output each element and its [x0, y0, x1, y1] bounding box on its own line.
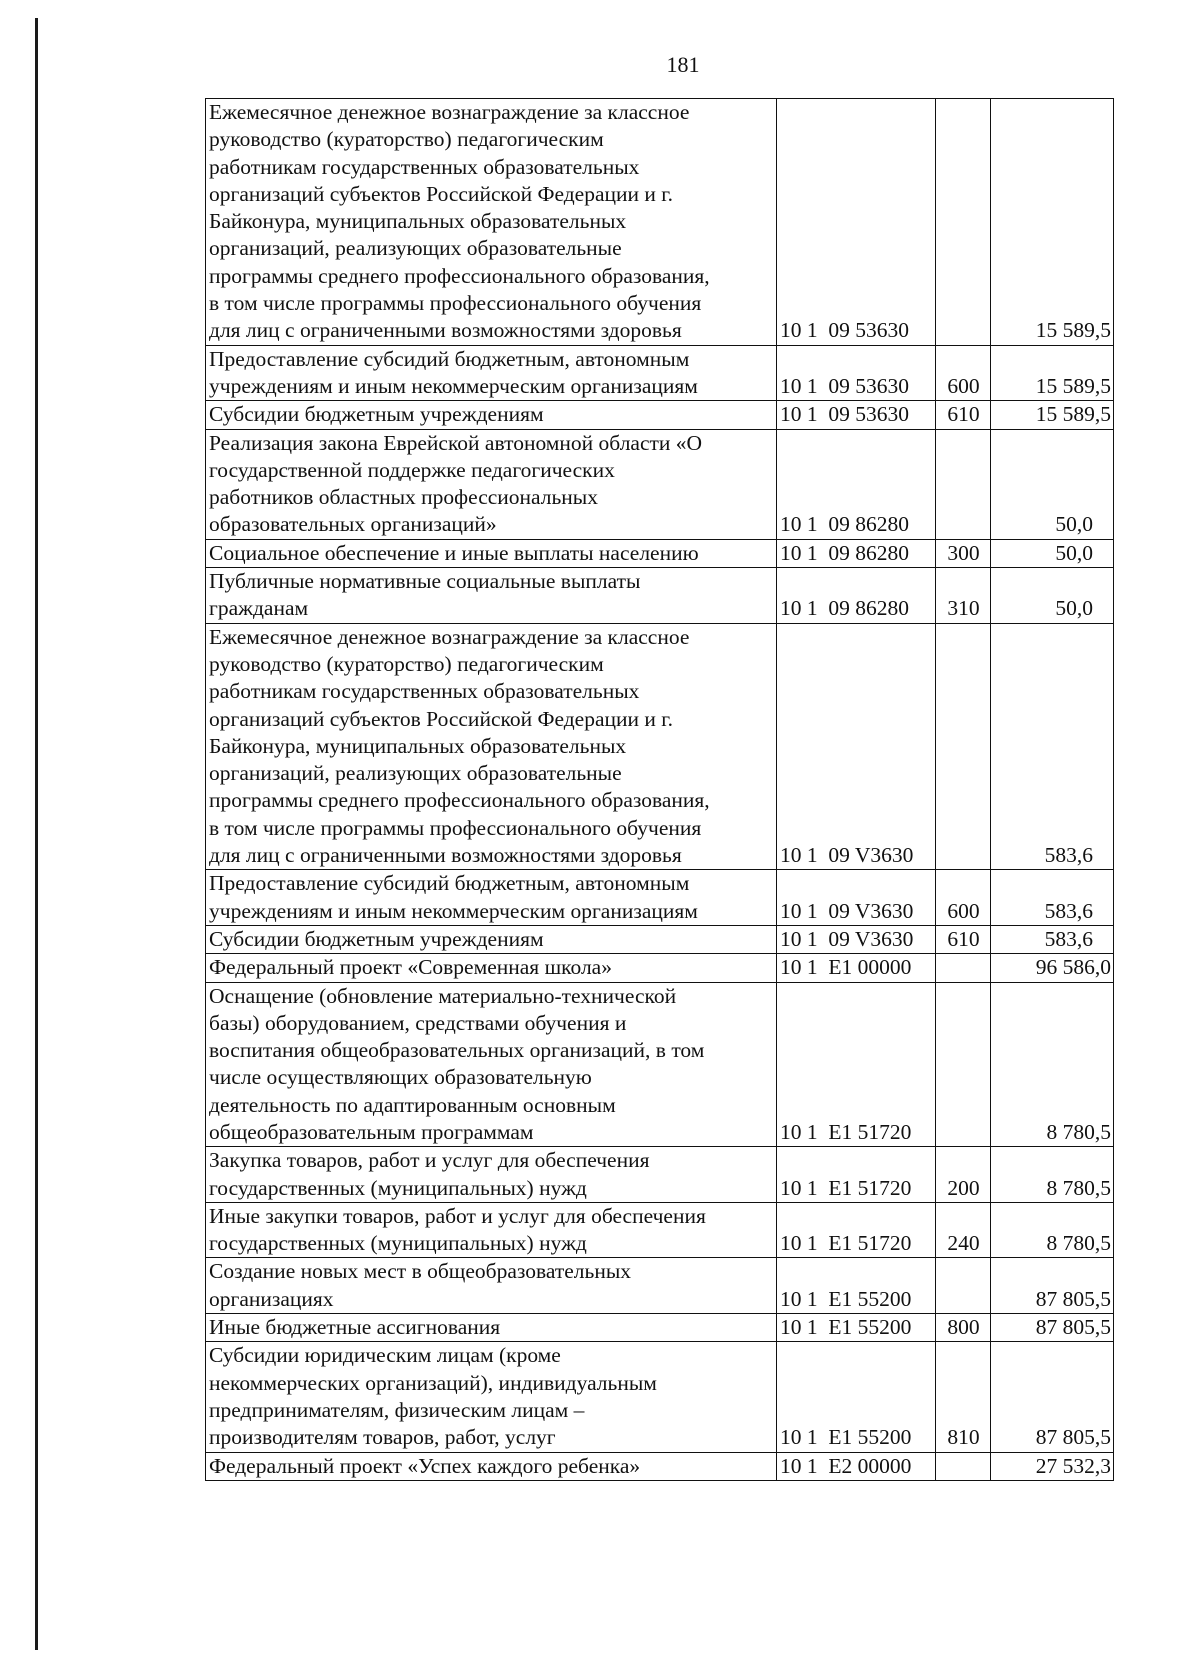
table-row: [206, 568, 1114, 624]
row-name-line: в том числе программы профессионального обучения: [209, 291, 702, 316]
row-amount-cell: 50,0: [991, 539, 1114, 567]
row-name-line: организаций, реализующих образовательные: [209, 236, 622, 261]
row-name-line: Публичные нормативные социальные выплаты: [209, 569, 641, 594]
row-name-line: организаций субъектов Российской Федерации и г.: [209, 181, 674, 206]
row-amount-cell: 583,6: [991, 870, 1114, 926]
row-type-cell: 310: [936, 568, 991, 624]
row-name-line: в том числе программы профессионального обучения: [209, 815, 702, 840]
row-code-cell: 10 1 E1 55200: [777, 1342, 936, 1452]
row-amount-cell: 87 805,5: [991, 1258, 1114, 1314]
table-row: [206, 982, 1114, 1147]
row-code-cell: 10 1 E1 51720: [777, 1147, 936, 1203]
row-code-cell: 10 1 09 V3630: [777, 623, 936, 870]
row-name-cell: [206, 623, 777, 870]
row-code-cell: 10 1 09 53630: [777, 345, 936, 401]
row-name-cell: [206, 982, 777, 1147]
row-name-line: организациях: [209, 1286, 334, 1311]
row-name-cell: [206, 1147, 777, 1203]
row-type-cell: 200: [936, 1147, 991, 1203]
table-row: [206, 1342, 1114, 1452]
row-amount-cell: 96 586,0: [991, 954, 1114, 982]
row-name-line: гражданам: [209, 596, 309, 621]
binding-margin-line: [35, 18, 38, 1650]
row-name-line: Ежемесячное денежное вознаграждение за классное: [209, 100, 690, 124]
row-name-line: общеобразовательным программам: [209, 1119, 534, 1144]
row-amount-cell: 8 780,5: [991, 1202, 1114, 1258]
row-type-cell: 610: [936, 401, 991, 429]
row-code-cell: 10 1 E1 51720: [777, 1202, 936, 1258]
row-amount-cell: 50,0: [991, 568, 1114, 624]
row-name-line: руководство (кураторство) педагогическим: [209, 651, 604, 676]
row-name-cell: [206, 925, 777, 953]
row-type-cell: 610: [936, 925, 991, 953]
row-type-cell: 300: [936, 539, 991, 567]
row-name-cell: [206, 870, 777, 926]
row-type-cell: 240: [936, 1202, 991, 1258]
row-code-cell: 10 1 09 86280: [777, 429, 936, 539]
table-row: [206, 1258, 1114, 1314]
row-name-line: учреждениям и иным некоммерческим организациям: [209, 898, 698, 923]
row-name-line: Федеральный проект «Успех каждого ребенка»: [209, 1453, 641, 1478]
row-name-line: деятельность по адаптированным основным: [209, 1092, 616, 1117]
row-code-cell: 10 1 09 86280: [777, 568, 936, 624]
row-name-line: Байконура, муниципальных образовательных: [209, 209, 627, 234]
row-type-cell: [936, 429, 991, 539]
row-name-cell: [206, 954, 777, 982]
row-amount-cell: 15 589,5: [991, 401, 1114, 429]
row-code-cell: 10 1 09 86280: [777, 539, 936, 567]
row-type-cell: [936, 954, 991, 982]
row-amount-cell: 15 589,5: [991, 99, 1114, 346]
row-name-line: Закупка товаров, работ и услуг для обеспечения: [209, 1148, 650, 1173]
row-name-line: производителям товаров, работ, услуг: [209, 1425, 556, 1450]
row-name-line: некоммерческих организаций), индивидуальным: [209, 1370, 657, 1395]
table-row: [206, 623, 1114, 870]
budget-table: [205, 98, 1114, 1481]
row-name-line: воспитания общеобразовательных организаций, в том: [209, 1038, 705, 1063]
table-row: [206, 401, 1114, 429]
table-row: [206, 429, 1114, 539]
row-name-cell: [206, 1202, 777, 1258]
table-row: [206, 925, 1114, 953]
row-name-line: образовательных организаций»: [209, 512, 497, 537]
table-row: [206, 1314, 1114, 1342]
row-type-cell: [936, 1452, 991, 1480]
row-type-cell: [936, 982, 991, 1147]
row-name-line: Ежемесячное денежное вознаграждение за классное: [209, 624, 690, 649]
row-name-cell: [206, 99, 777, 346]
table-row: [206, 539, 1114, 567]
row-name-cell: [206, 1342, 777, 1452]
row-name-line: Байконура, муниципальных образовательных: [209, 733, 627, 758]
row-name-cell: [206, 429, 777, 539]
row-name-line: Предоставление субсидий бюджетным, автономным: [209, 346, 690, 371]
row-name-line: базы) оборудованием, средствами обучения и: [209, 1010, 627, 1035]
row-amount-cell: 8 780,5: [991, 982, 1114, 1147]
row-code-cell: 10 1 09 53630: [777, 401, 936, 429]
row-name-line: работникам государственных образовательных: [209, 154, 640, 179]
row-name-line: Субсидии юридическим лицам (кроме: [209, 1343, 561, 1368]
table-row: [206, 345, 1114, 401]
table-row: [206, 1147, 1114, 1203]
row-name-line: организаций, реализующих образовательные: [209, 761, 622, 786]
row-name-line: программы среднего профессионального образования,: [209, 788, 710, 813]
row-type-cell: 600: [936, 345, 991, 401]
row-name-line: для лиц с ограниченными возможностями здоровья: [209, 318, 682, 343]
row-name-line: Создание новых мест в общеобразовательных: [209, 1259, 632, 1284]
row-amount-cell: 583,6: [991, 623, 1114, 870]
row-type-cell: 800: [936, 1314, 991, 1342]
row-name-cell: [206, 539, 777, 567]
row-name-line: числе осуществляющих образовательную: [209, 1065, 592, 1090]
row-code-cell: 10 1 09 V3630: [777, 925, 936, 953]
page-number: 181: [666, 52, 700, 77]
row-name-line: работникам государственных образовательных: [209, 679, 640, 704]
row-name-line: для лиц с ограниченными возможностями здоровья: [209, 843, 682, 868]
row-type-cell: 600: [936, 870, 991, 926]
row-name-line: программы среднего профессионального образования,: [209, 263, 710, 288]
row-code-cell: 10 1 E2 00000: [777, 1452, 936, 1480]
budget-table-body: [206, 99, 1114, 1481]
row-type-cell: 810: [936, 1342, 991, 1452]
row-name-line: руководство (кураторство) педагогическим: [209, 127, 604, 152]
row-type-cell: [936, 1258, 991, 1314]
row-amount-cell: 27 532,3: [991, 1452, 1114, 1480]
row-name-line: Иные бюджетные ассигнования: [209, 1315, 501, 1340]
row-name-line: Субсидии бюджетным учреждениям: [209, 402, 544, 427]
row-code-cell: 10 1 09 53630: [777, 99, 936, 346]
row-amount-cell: 50,0: [991, 429, 1114, 539]
row-name-line: работников областных профессиональных: [209, 485, 599, 510]
row-name-cell: [206, 1314, 777, 1342]
table-row: [206, 99, 1114, 346]
row-name-line: Субсидии бюджетным учреждениям: [209, 926, 544, 951]
row-amount-cell: 87 805,5: [991, 1342, 1114, 1452]
row-name-line: учреждениям и иным некоммерческим организациям: [209, 373, 698, 398]
row-name-line: предпринимателям, физическим лицам –: [209, 1397, 585, 1422]
row-amount-cell: 583,6: [991, 925, 1114, 953]
row-code-cell: 10 1 E1 55200: [777, 1258, 936, 1314]
table-row: [206, 954, 1114, 982]
row-name-line: Оснащение (обновление материально-технической: [209, 983, 677, 1008]
row-type-cell: [936, 99, 991, 346]
table-row: [206, 1202, 1114, 1258]
row-code-cell: 10 1 09 V3630: [777, 870, 936, 926]
row-code-cell: 10 1 E1 55200: [777, 1314, 936, 1342]
row-name-cell: [206, 1452, 777, 1480]
row-name-line: государственных (муниципальных) нужд: [209, 1175, 587, 1200]
row-amount-cell: 15 589,5: [991, 345, 1114, 401]
table-row: [206, 870, 1114, 926]
row-name-line: Реализация закона Еврейской автономной области «О: [209, 430, 703, 455]
row-name-cell: [206, 345, 777, 401]
row-name-cell: [206, 401, 777, 429]
row-amount-cell: 87 805,5: [991, 1314, 1114, 1342]
row-code-cell: 10 1 E1 51720: [777, 982, 936, 1147]
row-name-cell: [206, 1258, 777, 1314]
row-name-line: Иные закупки товаров, работ и услуг для обеспечения: [209, 1203, 706, 1228]
row-amount-cell: 8 780,5: [991, 1147, 1114, 1203]
row-name-line: Предоставление субсидий бюджетным, автономным: [209, 871, 690, 896]
row-name-line: Социальное обеспечение и иные выплаты населению: [209, 540, 699, 565]
row-name-line: государственных (муниципальных) нужд: [209, 1231, 587, 1256]
row-name-cell: [206, 568, 777, 624]
row-name-line: государственной поддержке педагогических: [209, 457, 615, 482]
row-code-cell: 10 1 E1 00000: [777, 954, 936, 982]
table-row: [206, 1452, 1114, 1480]
row-type-cell: [936, 623, 991, 870]
row-name-line: Федеральный проект «Современная школа»: [209, 955, 612, 980]
row-name-line: организаций субъектов Российской Федерации и г.: [209, 706, 674, 731]
